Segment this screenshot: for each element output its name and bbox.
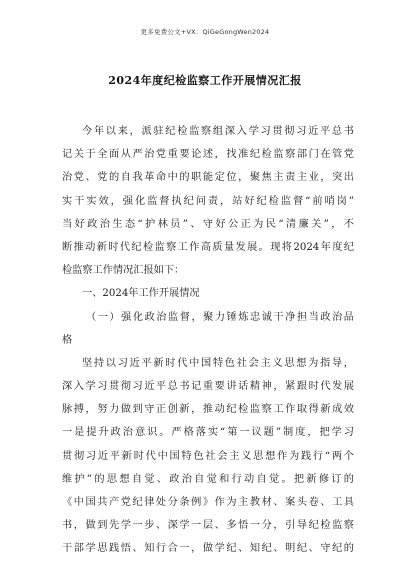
- paragraph-line: 当好政治生态“护林员”、守好公正为民“清廉关”，不: [62, 218, 354, 230]
- paragraph-line: 今年以来，派驻纪检监察组深入学习贯彻习近平总书: [82, 126, 354, 137]
- paragraph-line: 贯彻习近平新时代中国特色社会主义思想作为践行“两个: [62, 450, 354, 462]
- paragraph-line: 深入学习贯彻习近平总书记重要讲话精神，紧跟时代发展: [62, 381, 354, 393]
- paragraph-line: 检监察工作情况汇报如下：: [62, 265, 185, 277]
- paragraph-line: 《中国共产党纪律处分条例》作为主教材、案头卷、工具: [62, 497, 354, 508]
- paragraph-line: 维护”的思想自觉、政治自觉和行动自觉。把新修订的: [62, 473, 354, 485]
- paragraph-line: 脉搏，努力做到守正创新，推动纪检监察工作取得新成效: [62, 404, 354, 416]
- paragraph-line: 治党、党的自我革命中的职能定位，聚焦主责主业，突出: [62, 172, 354, 184]
- paragraph-line: 干部学思践悟、知行合一，做学纪、知纪、明纪、守纪的: [62, 543, 354, 555]
- subsection-heading: （一）强化政治监督，聚力锤炼忠诚干净担当政治品: [86, 311, 354, 323]
- paragraph-line: 实干实效，强化监督执纪问责，站好纪检监督“前哨岗”: [62, 195, 354, 207]
- paragraph-line: 断推动新时代纪检监察工作高质量发展。现将2024年度纪: [62, 241, 354, 253]
- paragraph-line: 记关于全面从严治党重要论述，找准纪检监察部门在管党: [62, 149, 354, 161]
- document-title: 2024年度纪检监察工作开展情况汇报: [108, 74, 302, 87]
- subsection-heading-continued: 格: [62, 334, 73, 346]
- document-body: [62, 120, 354, 561]
- paragraph-line: 坚持以习近平新时代中国特色社会主义思想为指导，: [82, 357, 354, 369]
- paragraph-line: 一是提升政治意识。严格落实“第一议题”制度，把学习: [62, 427, 354, 439]
- section-heading: 一、2024年工作开展情况: [82, 288, 200, 300]
- paragraph-line: 书，做到先学一步、深学一层、多悟一分，引导纪检监察: [62, 520, 354, 532]
- header-note: 更多免费公文+VX：QiGeGongWen2024: [140, 28, 270, 36]
